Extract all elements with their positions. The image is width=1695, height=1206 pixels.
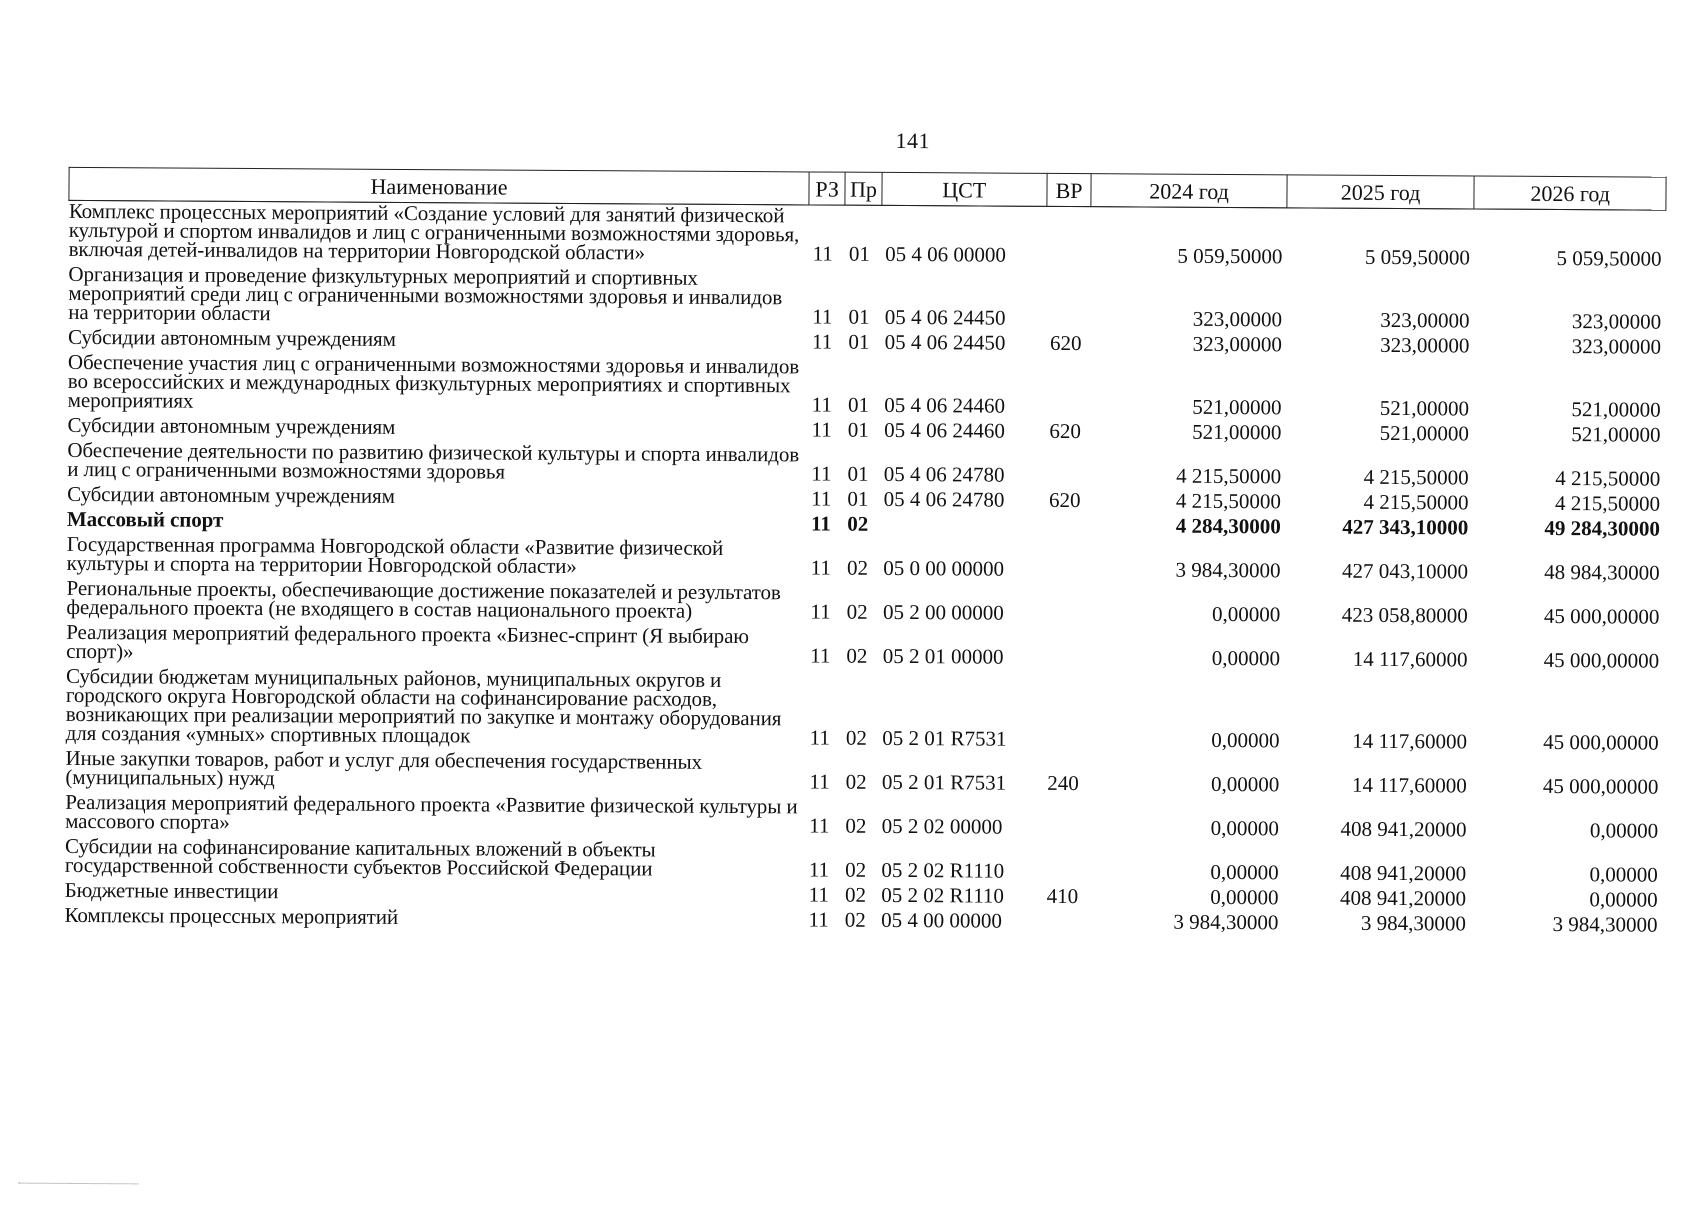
table-body — [64, 200, 1665, 939]
cell-name: Организация и проведение физкультурных мероприятий и спортивных мероприятий среди лиц с ограниченными возможностями здоровья и инвалидов на территории области — [68, 261, 783, 326]
cell-rz: 11 — [811, 486, 832, 511]
header-2024: 2024 год — [1091, 174, 1287, 208]
cell-vr: 410 — [1046, 883, 1079, 909]
header-vr: ВР — [1047, 173, 1092, 206]
cell-rz: 11 — [808, 857, 830, 882]
cell-vr — [1043, 798, 1088, 842]
cell-name: Субсидии автономным учреждениям — [67, 412, 396, 439]
cell-2025: 14 117,60000 — [1351, 772, 1467, 798]
cell-name: Государственная программа Новгородской области «Развитие физической культуры и спорта на территории Новгородской области» — [66, 531, 724, 579]
header-rz: РЗ — [809, 172, 845, 205]
cell-rz: 11 — [809, 769, 830, 794]
cell-2025: 521,00000 — [1379, 420, 1469, 446]
cell-2026: 521,00000 — [1571, 397, 1661, 422]
cell-2026: 4 215,50000 — [1555, 491, 1661, 516]
cell-2024: 3 984,30000 — [1175, 557, 1281, 583]
cell-pr: 01 — [847, 392, 870, 417]
cell-2025: 14 117,60000 — [1352, 646, 1468, 672]
cell-2026: 45 000,00000 — [1543, 603, 1660, 629]
cell-vr — [1045, 515, 1090, 540]
cell-name: Комплексы процессных мероприятий — [64, 902, 399, 929]
cell-name: Комплекс процессных мероприятий «Создание условий для занятий физической культурой и спортом инвалидов и лиц с ограниченными возможностями здоровья, включая детей-инвалидов на территории Новгородской области» — [68, 198, 800, 265]
cell-2025: 5 059,50000 — [1364, 244, 1471, 270]
cell-cst: 05 2 01 R7531 — [881, 769, 1007, 795]
cell-vr: 240 — [1047, 770, 1079, 796]
cell-cst: 05 4 06 24450 — [884, 304, 1006, 330]
cell-rz: 11 — [812, 241, 833, 266]
cell-2025: 427 043,10000 — [1341, 558, 1469, 584]
cell-rz: 11 — [810, 555, 832, 580]
cell-2026: 0,00000 — [1589, 887, 1658, 912]
scan-artifact-line — [18, 1183, 138, 1185]
cell-rz: 11 — [811, 461, 832, 486]
cell-rz: 11 — [810, 511, 831, 536]
header-cst: ЦСТ — [881, 172, 1047, 206]
cell-pr: 01 — [848, 329, 870, 354]
cell-2026: 3 984,30000 — [1552, 911, 1658, 937]
cell-pr: 02 — [845, 857, 867, 882]
cell-name: Обеспечение участия лиц с ограниченными возможностями здоровья и инвалидов во всероссийских и международных физкультурных мероприятиях и спортивных мероприятиях — [67, 349, 800, 413]
cell-2025: 323,00000 — [1380, 332, 1470, 358]
cell-2025: 3 984,30000 — [1360, 910, 1466, 936]
cell-vr — [1044, 628, 1089, 672]
cell-vr: 620 — [1049, 418, 1082, 444]
cell-vr — [1043, 842, 1088, 886]
cell-cst: 05 2 01 R7531 — [882, 725, 1007, 751]
cell-2025: 408 941,20000 — [1340, 816, 1467, 842]
cell-2025: 14 117,60000 — [1352, 728, 1468, 754]
cell-vr — [1045, 446, 1090, 490]
cell-cst: 05 4 06 24450 — [884, 329, 1006, 355]
cell-vr — [1046, 206, 1091, 270]
cell-vr — [1044, 584, 1089, 628]
cell-pr: 01 — [848, 241, 870, 266]
cell-pr: 02 — [845, 725, 868, 750]
cell-rz: 11 — [811, 417, 832, 442]
cell-pr: 01 — [847, 417, 869, 442]
cell-2024: 0,00000 — [1210, 771, 1280, 797]
cell-vr — [1043, 672, 1088, 754]
cell-name: Региональные проекты, обеспечивающие достижение показателей и результатов федерального проекта (не входящего в состав национального проекта) — [66, 575, 781, 623]
cell-vr — [1042, 911, 1087, 936]
cell-2024: 4 215,50000 — [1175, 488, 1282, 514]
cell-2024: 0,00000 — [1211, 601, 1281, 627]
cell-vr — [1046, 358, 1091, 421]
cell-pr: 02 — [846, 643, 868, 668]
header-name: Наименование — [69, 167, 809, 205]
cell-2025: 323,00000 — [1380, 307, 1470, 333]
cell-name: Субсидии автономным учреждениям — [67, 481, 395, 508]
cell-2025: 423 058,80000 — [1341, 602, 1468, 628]
cell-cst: 05 2 00 00000 — [882, 599, 1004, 625]
cell-2025: 408 941,20000 — [1339, 885, 1467, 911]
cell-cst: 05 2 02 R1110 — [881, 857, 1005, 883]
cell-2026: 48 984,30000 — [1544, 559, 1660, 585]
cell-2026: 5 059,50000 — [1556, 246, 1662, 271]
cell-2026: 323,00000 — [1571, 309, 1662, 334]
cell-2026: 45 000,00000 — [1542, 773, 1659, 799]
cell-rz: 11 — [811, 392, 833, 417]
cell-cst: 05 4 00 00000 — [881, 907, 1002, 933]
cell-name: Субсидии бюджетам муниципальных районов, муниципальных округов и городского округа Новгородской области на софинансирование расходов, возникающих при реализации мероприятий по закупке и монтажу оборудования для создания «умных» спортивных площадок — [65, 663, 782, 748]
cell-cst: 05 4 06 00000 — [885, 241, 1007, 267]
cell-pr: 02 — [845, 813, 867, 838]
cell-2024: 521,00000 — [1192, 419, 1282, 445]
cell-pr: 02 — [846, 555, 869, 580]
cell-2025: 4 215,50000 — [1363, 489, 1469, 515]
cell-2026: 521,00000 — [1571, 422, 1661, 447]
cell-2024: 4 284,30000 — [1175, 513, 1281, 539]
cell-vr — [1045, 540, 1090, 584]
cell-rz: 11 — [808, 907, 829, 932]
cell-cst: 05 4 06 24460 — [884, 392, 1006, 418]
cell-2026: 4 215,50000 — [1555, 466, 1661, 491]
cell-pr: 01 — [848, 304, 870, 329]
cell-rz: 11 — [809, 725, 830, 750]
cell-cst — [879, 514, 1044, 540]
cell-2024: 323,00000 — [1192, 306, 1283, 332]
cell-2024: 0,00000 — [1210, 815, 1280, 841]
cell-name: Бюджетные инвестиции — [64, 877, 279, 904]
page-number: 141 — [895, 127, 931, 154]
cell-2024: 3 984,30000 — [1173, 909, 1279, 935]
cell-2025: 521,00000 — [1379, 395, 1470, 421]
cell-2024: 0,00000 — [1211, 727, 1280, 753]
cell-name: Массовый спорт — [66, 506, 224, 532]
cell-rz: 11 — [812, 304, 833, 329]
cell-2026: 0,00000 — [1589, 818, 1659, 843]
cell-2024: 5 059,50000 — [1177, 243, 1283, 269]
cell-pr: 01 — [847, 486, 869, 511]
cell-pr: 02 — [846, 599, 868, 624]
cell-name: Субсидии автономным учреждениям — [68, 324, 396, 351]
cell-rz: 11 — [809, 813, 830, 838]
cell-vr — [1046, 270, 1091, 333]
cell-2026: 45 000,00000 — [1543, 729, 1659, 755]
cell-name: Иные закупки товаров, работ и услуг для обеспечения государственных (муниципальных) нужд — [65, 745, 702, 791]
cell-cst: 05 2 02 R1110 — [881, 882, 1005, 908]
cell-2026: 323,00000 — [1571, 334, 1662, 359]
cell-rz: 11 — [812, 329, 833, 354]
cell-vr: 620 — [1048, 487, 1081, 513]
cell-cst: 05 4 06 24460 — [884, 417, 1005, 443]
cell-name: Субсидии на софинансирование капитальных вложений в объекты государственной собственности субъектов Российской Федерации — [64, 833, 656, 881]
cell-2024: 4 215,50000 — [1176, 463, 1282, 489]
cell-rz: 11 — [810, 643, 831, 668]
cell-2026: 0,00000 — [1589, 862, 1658, 887]
cell-pr: 02 — [845, 769, 867, 794]
header-2025: 2025 год — [1287, 175, 1475, 209]
cell-rz: 11 — [808, 882, 830, 907]
cell-2025: 427 343,10000 — [1342, 514, 1469, 540]
cell-vr: 620 — [1049, 330, 1082, 356]
table-row — [66, 666, 1663, 758]
cell-cst: 05 4 06 24780 — [883, 486, 1005, 512]
cell-name: Реализация мероприятий федерального проекта «Развитие физической культуры и массового спорта» — [65, 789, 798, 834]
budget-table — [64, 167, 1667, 940]
cell-2026: 45 000,00000 — [1543, 647, 1660, 673]
cell-2025: 408 941,20000 — [1340, 860, 1467, 886]
cell-2024: 0,00000 — [1211, 645, 1281, 671]
cell-name: Реализация мероприятий федерального проекта «Бизнес-спринт (Я выбираю спорт)» — [66, 619, 750, 664]
cell-2025: 4 215,50000 — [1363, 464, 1469, 490]
cell-2024: 0,00000 — [1210, 884, 1279, 910]
header-pr: Пр — [845, 172, 881, 205]
cell-cst: 05 2 02 00000 — [881, 813, 1003, 839]
cell-cst: 05 0 00 00000 — [883, 555, 1005, 581]
cell-2024: 323,00000 — [1192, 331, 1283, 357]
cell-2026: 49 284,30000 — [1544, 515, 1661, 541]
cell-pr: 02 — [847, 511, 869, 536]
cell-2024: 521,00000 — [1192, 394, 1282, 420]
cell-2024: 0,00000 — [1210, 859, 1279, 885]
cell-cst: 05 4 06 24780 — [883, 461, 1005, 487]
cell-pr: 01 — [847, 461, 869, 486]
cell-pr: 02 — [844, 907, 866, 932]
cell-rz: 11 — [810, 599, 831, 624]
header-2026: 2026 год — [1474, 176, 1666, 210]
cell-name: Обеспечение деятельности по развитию физической культуры и спорта инвалидов и лиц с ограниченными возможностями здоровья — [67, 437, 800, 484]
cell-cst: 05 2 01 00000 — [882, 643, 1004, 669]
cell-pr: 02 — [844, 882, 867, 907]
